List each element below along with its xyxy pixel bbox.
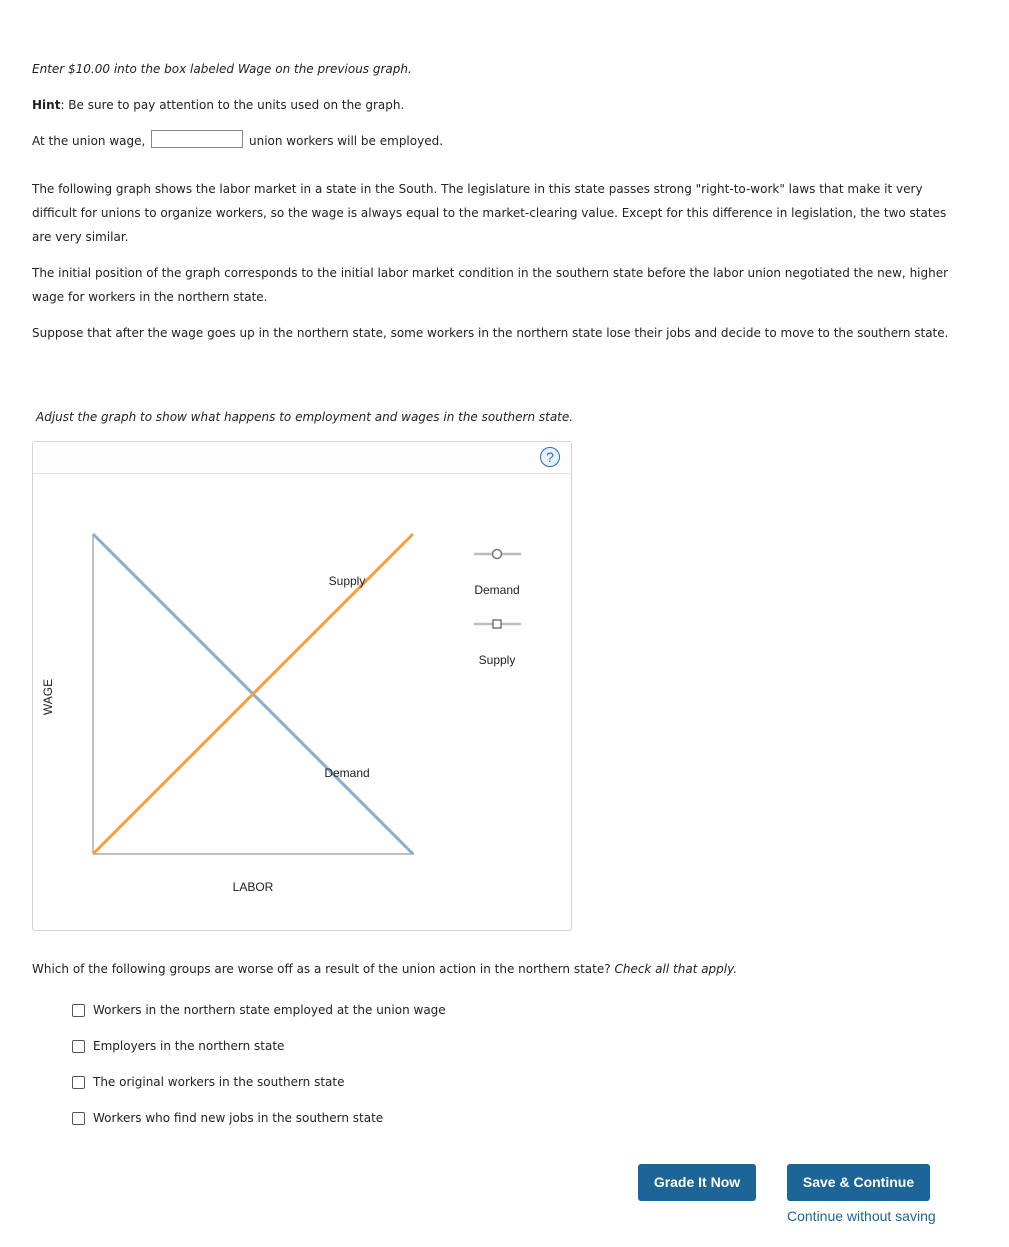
context-paragraph-3: Suppose that after the wage goes up in the northern state, some workers in the northern state lose their jobs and decide to move to the southern state. [32,326,949,340]
option-label-2[interactable]: Employers in the northern state [93,1039,285,1053]
context-paragraph-1: The following graph shows the labor market in a state in the South. The legislature in this state passes strong "right-to-work" laws that make it very difficult for unions to organize workers, so the wage is always equal to the market-clearing value. Except for this difference in legislation, the two states are very similar. [32,182,947,244]
question-prompt-text: Which of the following groups are worse off as a result of the union action in the northern state? [32,962,611,976]
legend-demand-marker [493,550,502,559]
legend-supply-marker [493,620,501,628]
graph-instruction: Adjust the graph to show what happens to employment and wages in the southern state. [36,410,574,424]
option-checkbox-1[interactable] [72,1004,85,1017]
union-wage-prefix: At the union wage, [32,134,146,148]
supply-curve-label: Supply [328,574,366,588]
graph-canvas[interactable] [33,442,571,930]
continue-without-saving-link[interactable]: Continue without saving [787,1208,936,1224]
graph-panel [32,441,572,931]
option-row-3[interactable] [72,1074,345,1090]
question-prompt-hint: Check all that apply. [614,962,738,976]
help-icon[interactable]: ? [540,447,560,467]
option-label-4[interactable]: Workers who find new jobs in the southern state [93,1111,384,1125]
hint-body: : Be sure to pay attention to the units used on the graph. [60,98,405,112]
option-checkbox-4[interactable] [72,1112,85,1125]
context-paragraph-2: The initial position of the graph corresponds to the initial labor market condition in the southern state before the labor union negotiated the new, higher wage for workers in the northern state. [32,266,949,304]
legend-supply-tool[interactable] [474,620,521,667]
legend-supply-label: Supply [478,653,516,667]
x-axis-label: LABOR [232,880,274,894]
hint-text [32,93,952,117]
option-row-1[interactable] [72,1002,446,1018]
option-label-3[interactable]: The original workers in the southern state [93,1075,345,1089]
enter-wage-instruction: Enter $10.00 into the box labeled Wage on the previous graph. [32,62,412,76]
option-row-4[interactable] [72,1110,383,1126]
grade-it-now-button[interactable]: Grade It Now [638,1164,756,1201]
save-continue-button[interactable]: Save & Continue [787,1164,930,1201]
union-employment-input[interactable] [151,130,243,148]
legend-demand-tool[interactable] [474,550,521,598]
option-label-1[interactable]: Workers in the northern state employed at the union wage [93,1003,446,1017]
option-row-2[interactable] [72,1038,284,1054]
demand-curve-label: Demand [324,766,370,780]
hint-label: Hint [32,98,61,112]
question-prompt [32,957,952,981]
legend-demand-label: Demand [474,583,520,597]
union-wage-suffix: union workers will be employed. [249,134,444,148]
y-axis-label: WAGE [41,678,55,716]
option-checkbox-3[interactable] [72,1076,85,1089]
option-checkbox-2[interactable] [72,1040,85,1053]
